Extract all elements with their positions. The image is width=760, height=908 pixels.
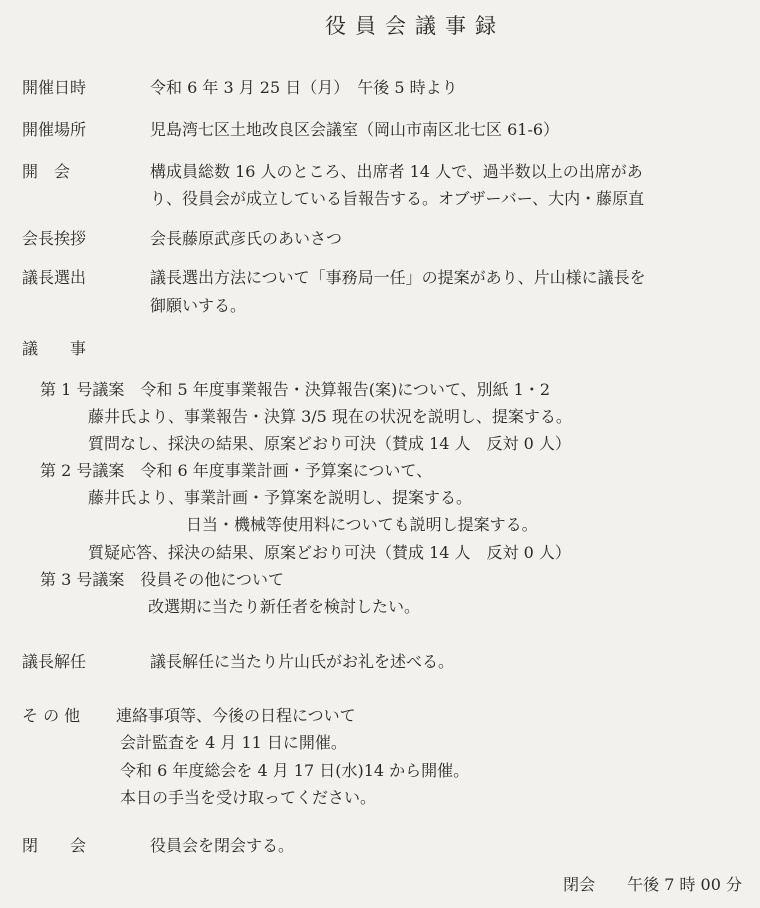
item-3-title: 第 3 号議案 役員その他について xyxy=(40,570,285,589)
agenda-heading: 議 事 xyxy=(22,339,87,358)
chair-resign-label: 議長解任 xyxy=(22,652,87,671)
greeting-value: 会長藤原武彦氏のあいさつ xyxy=(150,229,343,248)
item-1-line-2: 質問なし、採決の結果、原案どおり可決（賛成 14 人 反対 0 人） xyxy=(88,434,571,453)
item-2-line-1: 藤井氏より、事業計画・予算案を説明し、提案する。 xyxy=(88,488,473,507)
item-1-line-1: 藤井氏より、事業報告・決算 3/5 現在の状況を説明し、提案する。 xyxy=(88,407,572,426)
other-line-1: 会計監査を 4 月 11 日に開催。 xyxy=(120,733,347,752)
opening-line-1: 構成員総数 16 人のところ、出席者 14 人で、過半数以上の出席があ xyxy=(150,162,643,181)
other-label: そ の 他 xyxy=(22,706,81,725)
other-title: 連絡事項等、今後の日程について xyxy=(116,706,356,725)
place-value: 児島湾七区土地改良区会議室（岡山市南区北七区 61-6） xyxy=(150,120,560,139)
closing-value: 役員会を閉会する。 xyxy=(150,836,295,855)
place-label: 開催場所 xyxy=(22,120,87,139)
closing-label: 閉 会 xyxy=(22,836,87,855)
chair-election-line-2: 御願いする。 xyxy=(150,296,247,315)
document-title: 役員会議事録 xyxy=(325,14,505,38)
chair-election-label: 議長選出 xyxy=(22,268,87,287)
date-value: 令和 6 年 3 月 25 日（月） 午後 5 時より xyxy=(150,78,458,97)
chair-election-line-1: 議長選出方法について「事務局一任」の提案があり、片山様に議長を xyxy=(150,268,646,287)
closing-time: 閉会 午後 7 時 00 分 xyxy=(563,875,742,894)
chair-resign-value: 議長解任に当たり片山氏がお礼を述べる。 xyxy=(150,652,455,671)
item-2-line-2: 日当・機械等使用料についても説明し提案する。 xyxy=(186,515,538,534)
other-line-3: 本日の手当を受け取ってください。 xyxy=(120,788,377,807)
item-2-line-3: 質疑応答、採決の結果、原案どおり可決（賛成 14 人 反対 0 人） xyxy=(88,543,571,562)
opening-line-2: り、役員会が成立している旨報告する。オブザーバー、大内・藤原直 xyxy=(150,189,645,208)
date-label: 開催日時 xyxy=(22,78,87,97)
greeting-label: 会長挨拶 xyxy=(22,229,87,248)
item-3-line-1: 改選期に当たり新任者を検討したい。 xyxy=(148,597,421,616)
opening-label: 開 会 xyxy=(22,162,71,181)
item-1-title: 第 1 号議案 令和 5 年度事業報告・決算報告(案)について、別紙 1・2 xyxy=(40,380,550,399)
other-line-2: 令和 6 年度総会を 4 月 17 日(水)14 から開催。 xyxy=(120,761,470,780)
item-2-title: 第 2 号議案 令和 6 年度事業計画・予算案について、 xyxy=(40,461,433,480)
